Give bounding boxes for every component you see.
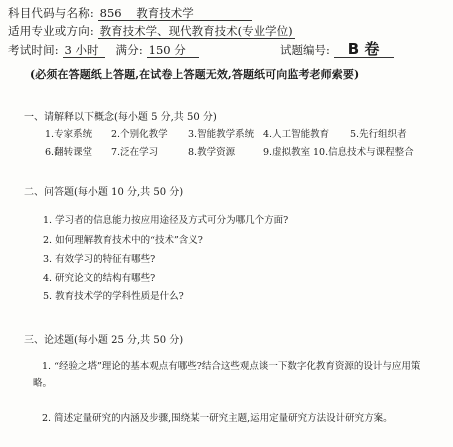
paper-number [280,42,394,58]
paper-value: B 卷 [334,42,394,58]
essay-question-1: 1. “经验之塔”理论的基本观点有哪些?结合这些观点谈一下数字化教育资源的设计与应用策略。 [33,361,421,389]
paper-label: 试题编号: [280,43,330,57]
section3-title: 三、论述题(每小题 25 分,共 50 分) [24,335,184,346]
time-value: 3 小时 [63,43,105,58]
question-item: 4. 研究论文的结构有哪些? [43,273,156,284]
major-line [8,24,295,39]
question-item: 2. 如何理解教育技术中的“技术”含义? [43,235,203,246]
concept-item: 5.先行组织者 [350,129,407,140]
major-label: 适用专业或方向: [8,24,94,38]
subject-name: 教育技术学 [136,6,194,20]
subject-code: 856 [99,6,122,20]
concept-item: 1.专家系统 [45,129,93,140]
concept-item: 6.翻转课堂 [45,147,93,158]
score-value: 150 分 [147,43,199,58]
question-item: 3. 有效学习的特征有哪些? [43,254,156,265]
time-line [8,43,199,58]
section1-title: 一、请解释以下概念(每小题 5 分,共 50 分) [24,112,217,123]
concept-item: 8.教学资源 [188,147,236,158]
time-label: 考试时间: [8,43,59,57]
answer-notice: (必须在答题纸上答题,在试卷上答题无效,答题纸可向监考老师索要) [30,68,360,81]
subject-field [98,6,252,21]
concepts-row-1 [45,126,445,140]
subject-label: 科目代码与名称: [8,6,94,20]
score-label: 满分: [115,43,143,57]
concept-item: 2.个别化教学 [111,129,168,140]
question-item: 1. 学习者的信息能力按应用途径及方式可分为哪几个方面? [43,215,289,226]
question-item: 5. 教育技术学的学科性质是什么? [43,291,184,302]
concepts-row-2 [45,144,445,158]
concept-item: 9.虚拟教室 [263,147,311,158]
major-value: 教育技术学、现代教育技术(专业学位) [99,24,293,38]
concept-item: 7.泛在学习 [111,147,159,158]
essay-question-2: 2. 简述定量研究的内涵及步骤,围绕某一研究主题,运用定量研究方法设计研究方案。 [42,413,393,424]
section2-title: 二、问答题(每小题 10 分,共 50 分) [24,187,184,198]
concept-item: 3.智能教学系统 [188,129,255,140]
concept-item: 4.人工智能教育 [263,129,330,140]
subject-line [8,6,252,21]
concept-item: 10.信息技术与课程整合 [313,147,414,158]
